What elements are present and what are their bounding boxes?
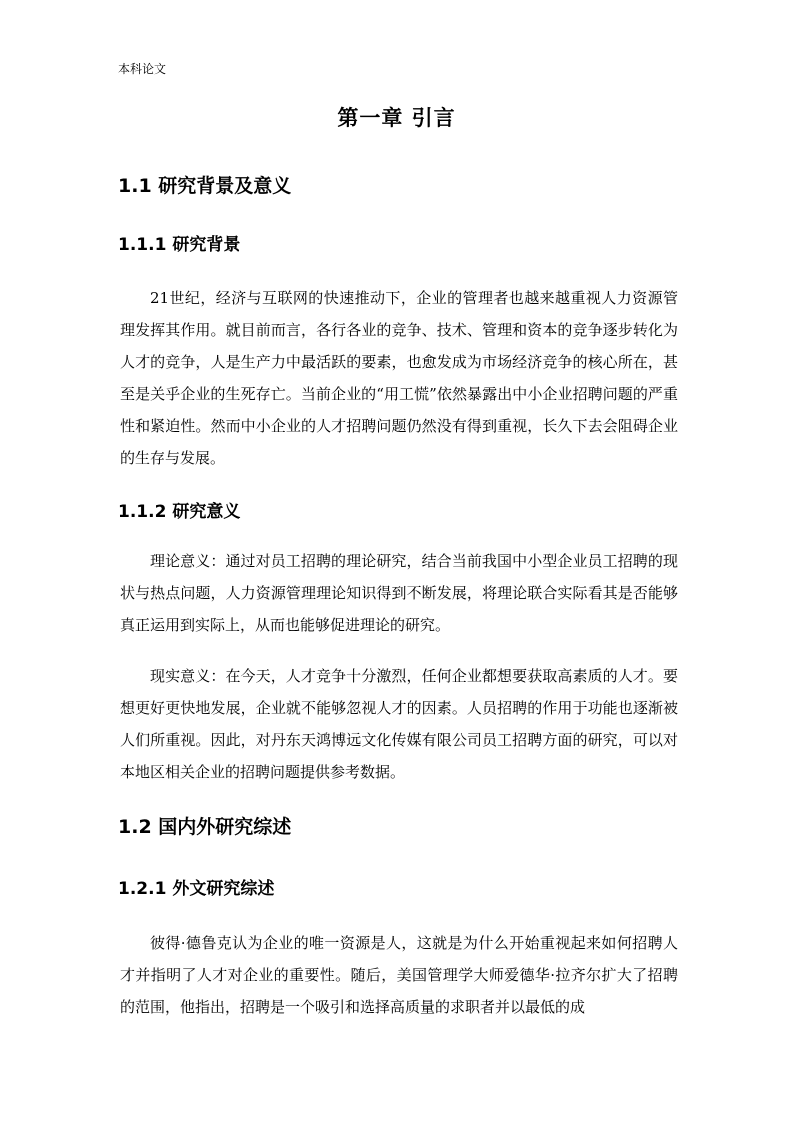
chapter-title: 第一章 引言 — [337, 106, 456, 130]
section-heading-1-2-1: 1.2.1 外文研究综述 — [118, 879, 275, 899]
page-header-label: 本科论文 — [118, 62, 167, 76]
section-heading-1-2: 1.2 国内外研究综述 — [118, 816, 292, 838]
paragraph-foreign-literature-review: 彼得·德鲁克认为企业的唯一资源是人，这就是为什么开始重视起来如何招聘人才并指明了人才对企业的重要性。随后，美国管理学大师爱德华·拉齐尔扩大了招聘的范围，他指出，招聘是一个吸引和选择高质量的求职者并以最低的成 — [120, 934, 678, 1016]
section-heading-1-1: 1.1 研究背景及意义 — [118, 175, 292, 197]
paragraph-theoretical-significance: 理论意义：通过对员工招聘的理论研究，结合当前我国中小型企业员工招聘的现状与热点问题，人力资源管理理论知识得到不断发展，将理论联合实际看其是否能够真正运用到实际上，从而也能够促进理论的研究。 — [120, 552, 678, 634]
paragraph-research-background: 21世纪，经济与互联网的快速推动下，企业的管理者也越来越重视人力资源管理发挥其作用。就目前而言，各行各业的竞争、技术、管理和资本的竞争逐步转化为人才的竞争，人是生产力中最活跃的要素，也愈发成为市场经济竞争的核心所在，甚至是关乎企业的生死存亡。当前企业的“用工慌”依然暴露出中小企业招聘问题的严重性和紧迫性。然而中小企业的人才招聘问题仍然没有得到重视，长久下去会阻碍企业的生存与发展。 — [120, 289, 678, 467]
section-heading-1-1-2: 1.1.2 研究意义 — [118, 502, 241, 522]
paragraph-practical-significance: 现实意义：在今天，人才竞争十分激烈，任何企业都想要获取高素质的人才。要想更好更快地发展，企业就不能够忽视人才的因素。人员招聘的作用于功能也逐渐被人们所重视。因此，对丹东天鸿博远文化传媒有限公司员工招聘方面的研究，可以对本地区相关企业的招聘问题提供参考数据。 — [120, 667, 678, 781]
section-heading-1-1-1: 1.1.1 研究背景 — [118, 235, 241, 255]
